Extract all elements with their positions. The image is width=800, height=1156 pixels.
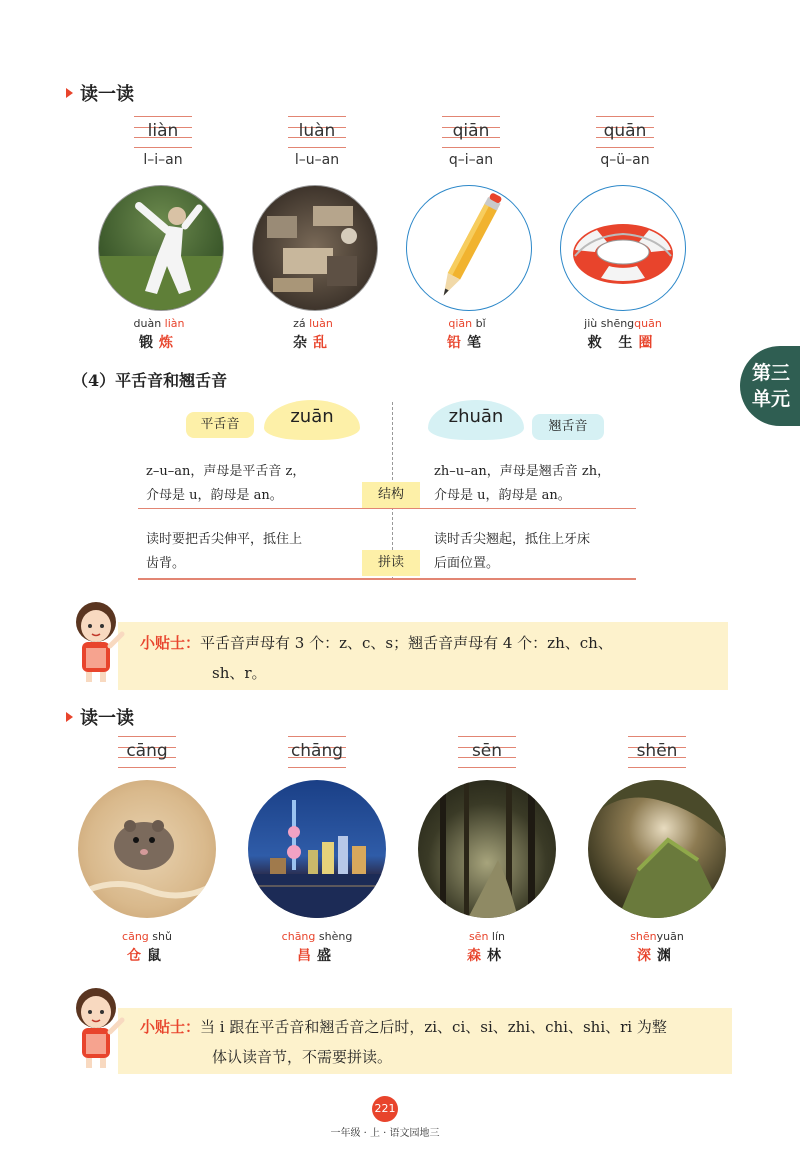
word-pinyin-shenyuan: [602, 930, 712, 943]
side-tab-line1: 第三: [752, 362, 791, 384]
w-b: 铅: [447, 335, 467, 351]
w-a: 深: [637, 948, 657, 964]
wp-b: quān: [634, 317, 662, 330]
forest-photo: [418, 780, 556, 918]
messy-room-photo: [252, 185, 378, 311]
w-b: 炼: [159, 335, 179, 351]
word-cangshu: [92, 945, 202, 965]
pinyin-quān: quān: [596, 116, 654, 148]
spell-quān: q–ü–an: [600, 152, 650, 168]
tip1-text: [140, 628, 724, 688]
word-senlin: [432, 945, 542, 965]
right-reading-line2: 后面位置。: [434, 556, 500, 571]
syllable-zuan: zuān: [290, 406, 334, 427]
left-reading: [146, 528, 302, 576]
wp-a: duàn: [133, 317, 165, 330]
w-a: 仓: [127, 948, 147, 964]
pinyin-liàn: liàn: [134, 116, 192, 148]
wp-a: zá: [293, 317, 310, 330]
wp-b: lín: [488, 930, 506, 943]
w-c: 笔: [467, 335, 487, 351]
wp-a: jiù shēng: [584, 317, 635, 330]
word-pinyin-changsheng: [262, 930, 372, 943]
tip2-line2: 体认读音节，不需要拼读。: [212, 1048, 393, 1066]
tip2-body1: 当 i 跟在平舌音和翘舌音之后时，zi、ci、si、zhi、chi、shi、ri 为整: [200, 1018, 667, 1036]
wp-b: yuān: [656, 930, 684, 943]
tip1-label: 小贴士：: [140, 634, 201, 652]
wp-a: shēn: [630, 930, 657, 943]
section2-heading: （4）平舌音和翘舌音: [72, 371, 228, 390]
right-structure: [434, 460, 610, 508]
word-pinyin-cangshu: [92, 930, 202, 943]
w-a: 昌: [297, 948, 317, 964]
girl-avatar-icon: [66, 984, 132, 1070]
word-zaluan: [258, 332, 368, 352]
pinyin-chāng: chāng: [288, 736, 346, 768]
wp-a: chāng: [281, 930, 316, 943]
spell-liàn: l–i–an: [143, 152, 183, 168]
w-b: 乱: [313, 335, 333, 351]
word-pinyin-senlin: [432, 930, 542, 943]
right-reading-line1: 读时舌尖翘起，抵住上牙床: [434, 532, 591, 547]
pinyin-qiān: qiān: [442, 116, 500, 148]
w-a: 森: [467, 948, 487, 964]
unit-side-tab: [740, 346, 800, 426]
wp-b: luàn: [309, 317, 333, 330]
city-skyline-photo: [248, 780, 386, 918]
w-b: 盛: [317, 948, 337, 964]
word-jiushengquan: [568, 332, 678, 352]
flat-tongue-tag: 平舌音: [186, 412, 254, 438]
pinyin-sēn: sēn: [458, 736, 516, 768]
word-pinyin-duanlian: [104, 317, 214, 330]
page-number: 221: [374, 1102, 396, 1115]
word-pinyin-jiushengquan: [568, 317, 678, 330]
wp-c: bǐ: [472, 317, 486, 330]
w-b: 渊: [657, 948, 677, 964]
girl-avatar-icon: [66, 598, 132, 684]
spell-qiān: q–i–an: [448, 152, 494, 168]
hamster-photo: [78, 780, 216, 918]
footer-caption: 一年级 · 上 · 语文园地三: [330, 1128, 440, 1139]
word-shenyuan: [602, 945, 712, 965]
syllable-zhuan: zhuān: [448, 406, 504, 427]
right-structure-line1: zh–u–an，声母是翘舌音 zh，: [434, 464, 611, 479]
page-number-badge: [372, 1096, 398, 1122]
left-structure: [146, 460, 305, 508]
word-pinyin-qianbi: [412, 317, 522, 330]
left-structure-line2: 介母是 u，韵母是 an。: [146, 488, 283, 503]
pinyin-shēn: shēn: [628, 736, 686, 768]
tip1-body1: 平舌音声母有 3 个：z、c、s；翘舌音声母有 4 个：zh、ch、: [200, 634, 613, 652]
left-reading-line1: 读时要把舌尖伸平，抵住上: [146, 532, 303, 547]
wp-b: liàn: [164, 317, 185, 330]
abyss-cave-photo: [588, 780, 726, 918]
wp-b: shèng: [315, 930, 353, 943]
tip1-line1: [140, 628, 724, 658]
exercise-photo: [98, 185, 224, 311]
bullet-triangle-icon: [66, 712, 73, 722]
tip2-line1: [140, 1012, 728, 1042]
pencil-drawing: [406, 185, 532, 311]
w-b: 鼠: [147, 948, 167, 964]
right-structure-line2: 介母是 u，韵母是 an。: [434, 488, 571, 503]
reading-tag: 拼读: [362, 550, 420, 576]
life-buoy-drawing: [560, 185, 686, 311]
right-reading: [434, 528, 590, 576]
tip2-text: [140, 1012, 728, 1072]
w-a: 杂: [293, 335, 313, 351]
w-a: 锻: [139, 335, 159, 351]
section3-heading: 读一读: [80, 708, 134, 729]
tip1-line2: sh、r。: [212, 664, 267, 682]
w-b: 圈: [638, 335, 659, 351]
wp-b: shǔ: [148, 930, 172, 943]
section1-heading: 读一读: [80, 84, 134, 105]
left-structure-line1: z–u–an，声母是平舌音 z，: [146, 464, 306, 479]
row-line-2: [138, 578, 636, 580]
tip2-label: 小贴士：: [140, 1018, 201, 1036]
spell-luàn: l–u–an: [294, 152, 340, 168]
word-pinyin-zaluan: [258, 317, 368, 330]
bullet-triangle-icon: [66, 88, 73, 98]
side-tab-line2: 单元: [752, 388, 791, 410]
syllable-fan-zhuan: [428, 400, 524, 440]
row-line-1: [138, 508, 636, 509]
left-reading-line2: 齿背。: [146, 556, 186, 571]
pinyin-luàn: luàn: [288, 116, 346, 148]
w-a: 救 生: [587, 335, 639, 351]
word-qianbi: [412, 332, 522, 352]
syllable-fan-zuan: [264, 400, 360, 440]
wp-a: cāng: [122, 930, 149, 943]
w-b: 林: [487, 948, 507, 964]
wp-a: sēn: [468, 930, 489, 943]
retroflex-tag: 翘舌音: [532, 414, 604, 440]
wp-b: qiān: [448, 317, 473, 330]
pinyin-cāng: cāng: [118, 736, 176, 768]
word-changsheng: [262, 945, 372, 965]
word-duanlian: [104, 332, 214, 352]
structure-tag: 结构: [362, 482, 420, 508]
